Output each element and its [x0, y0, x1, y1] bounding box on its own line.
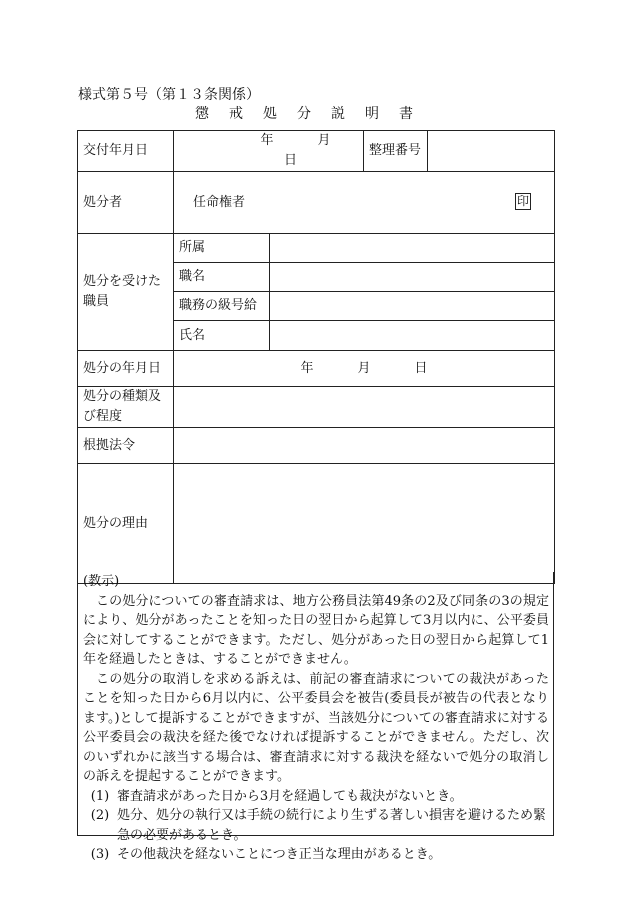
title-char: 書 — [399, 106, 413, 122]
appointer-label: 任命権者 — [193, 194, 246, 210]
title-char: 戒 — [229, 106, 243, 122]
reason-row — [78, 464, 555, 584]
title-char: 分 — [297, 106, 311, 122]
year-unit: 年 — [300, 360, 314, 376]
disposer-row — [78, 172, 555, 234]
item-number: (2) — [90, 808, 110, 823]
form-number: 様式第５号（第１３条関係） — [78, 87, 260, 103]
legal-basis-label: 根拠法令 — [78, 428, 174, 464]
reason-field[interactable] — [174, 464, 555, 584]
disposer-label: 処分者 — [78, 172, 174, 234]
month-unit: 月 — [357, 360, 371, 376]
legal-basis-row — [78, 428, 555, 464]
instructions-item — [83, 787, 549, 807]
title-char: 説 — [331, 106, 345, 122]
job-title-field[interactable] — [270, 263, 555, 292]
job-title-label: 職名 — [174, 263, 270, 292]
name-label: 氏名 — [174, 321, 270, 351]
instructions-paragraph: この処分の取消しを求める訴えは、前記の審査請求についての裁決があったことを知った日から6月以内に、公平委員会を被告(委員長が被告の代表となります。)として提訴することができますが、当該処分についての審査請求に対する公平委員会の裁決を経た後でなければ提訴することができません。ただし、次のいずれかに該当する場合は、審査請求に対する裁決を経ないで処分の取消しの訴えを提起することができます。 — [83, 671, 549, 784]
ref-number-field[interactable] — [428, 131, 555, 172]
disposal-type-label: 処分の種類及び程度 — [78, 387, 174, 428]
disposer-field[interactable] — [174, 172, 555, 234]
day-unit: 日 — [284, 153, 298, 168]
title-char: 処 — [263, 106, 277, 122]
disposal-date-label: 処分の年月日 — [78, 351, 174, 387]
year-unit: 年 — [260, 133, 274, 148]
instructions-item — [83, 806, 549, 845]
disposal-type-field[interactable] — [174, 387, 555, 428]
instructions-item — [83, 845, 549, 865]
item-text: 処分、処分の執行又は手続の続行により生ずる著しい損害を避けるため緊急の必要があるとき。 — [117, 808, 547, 843]
document-title — [195, 103, 433, 123]
title-char: 懲 — [195, 106, 209, 122]
instructions-box — [77, 572, 554, 862]
item-text: 審査請求があった日から3月を経過しても裁決がないとき。 — [117, 788, 463, 804]
disciplinary-form-table — [77, 130, 555, 584]
title-char: 明 — [365, 106, 379, 122]
grade-field[interactable] — [270, 292, 555, 321]
instructions-paragraph: この処分についての審査請求は、地方公務員法第49条の2及び同条の3の規定により、処分があったことを知った日の翌日から起算して3月以内に、公平委員会に対してすることができます。ただし、処分があった日の翌日から起算して1年を経過したときは、することができません。 — [83, 593, 549, 667]
instructions-text — [83, 572, 549, 865]
legal-basis-field[interactable] — [174, 428, 555, 464]
reason-label: 処分の理由 — [78, 464, 174, 584]
name-field[interactable] — [270, 321, 555, 351]
grade-label: 職務の級号給 — [174, 292, 270, 321]
item-number: (3) — [90, 847, 110, 862]
issue-date-label: 交付年月日 — [78, 131, 174, 172]
month-unit: 月 — [317, 133, 331, 148]
item-number: (1) — [90, 788, 110, 804]
recipient-label: 処分を受けた職員 — [78, 234, 174, 351]
instructions-heading: (教示) — [83, 574, 120, 589]
recipient-row — [78, 234, 555, 263]
disposal-date-field[interactable] — [174, 351, 555, 387]
day-unit: 日 — [414, 360, 428, 376]
issue-date-field[interactable] — [174, 131, 364, 172]
issue-date-row — [78, 131, 555, 172]
affiliation-field[interactable] — [270, 234, 555, 263]
ref-number-label: 整理番号 — [364, 131, 428, 172]
item-text: その他裁決を経ないことにつき正当な理由があるとき。 — [117, 847, 442, 862]
disposal-date-row — [78, 351, 555, 387]
disposal-type-row — [78, 387, 555, 428]
affiliation-label: 所属 — [174, 234, 270, 263]
seal-mark: 印 — [517, 193, 530, 208]
